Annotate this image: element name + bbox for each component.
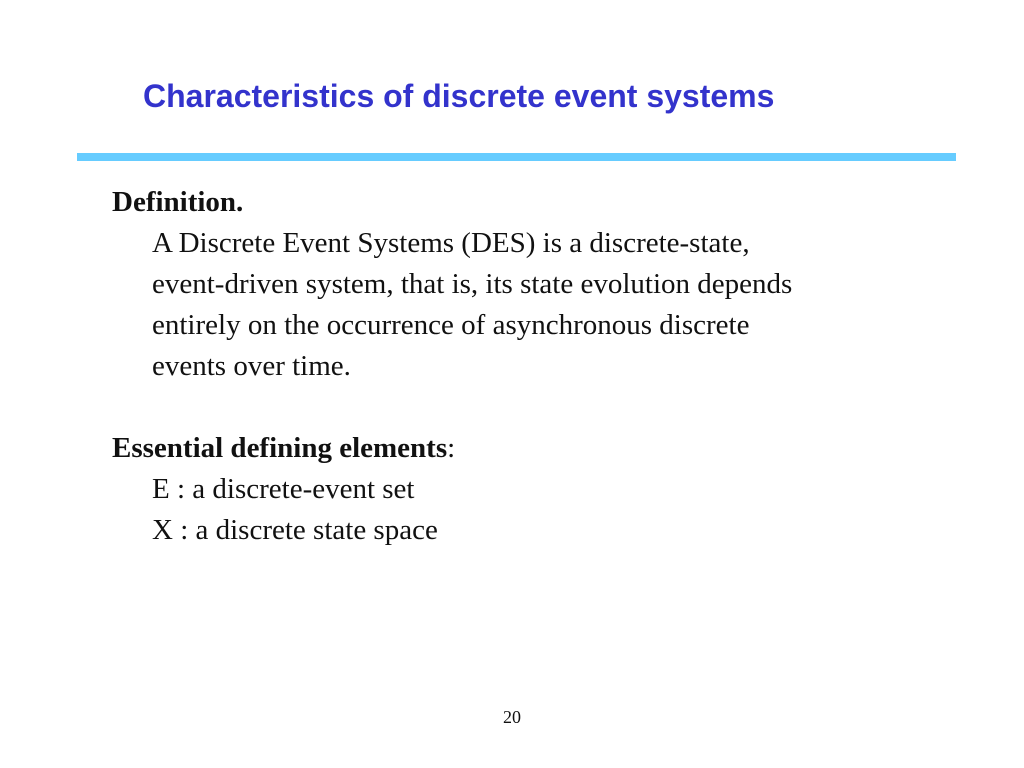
elements-heading (112, 428, 932, 469)
paragraph-spacer (112, 387, 932, 428)
definition-heading: Definition. (112, 186, 244, 218)
definition-line-3: entirely on the occurrence of asynchronous discrete (152, 309, 750, 341)
slide-title: Characteristics of discrete event systems (143, 78, 775, 114)
definition-line-4: events over time. (152, 350, 351, 382)
element-item-event-set: E : a discrete-event set (152, 473, 415, 505)
slide-body (112, 182, 932, 551)
elements-heading-text: Essential defining elements (112, 432, 448, 464)
title-divider (77, 153, 956, 161)
definition-line-1: A Discrete Event Systems (DES) is a discrete-state, (152, 227, 750, 259)
elements-heading-colon: : (447, 432, 456, 464)
page-number: 20 (503, 707, 521, 727)
definition-line-2: event-driven system, that is, its state evolution depends (152, 268, 793, 300)
element-item-state-space: X : a discrete state space (152, 514, 438, 546)
